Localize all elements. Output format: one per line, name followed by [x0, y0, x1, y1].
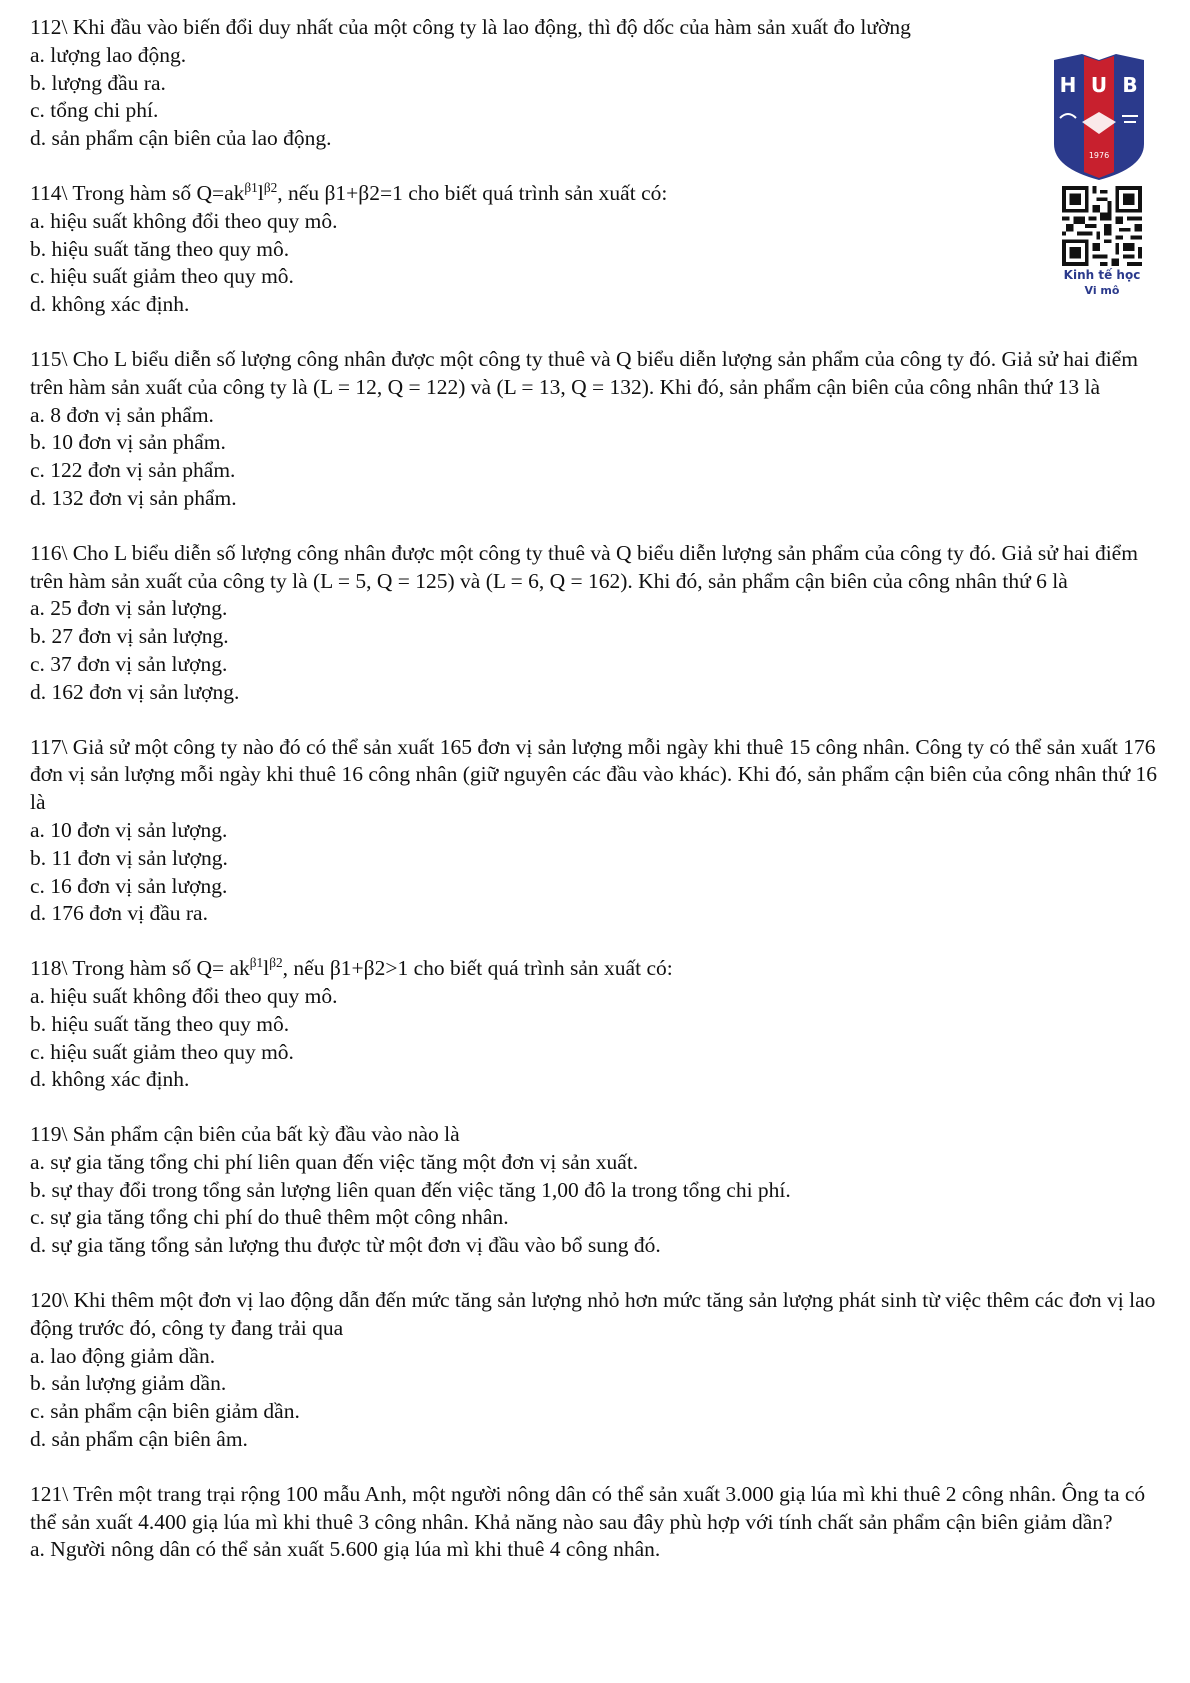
question-115: [30, 346, 1170, 513]
option-d: d. 162 đơn vị sản lượng.: [30, 679, 240, 704]
option-d: d. sản phẩm cận biên âm.: [30, 1427, 248, 1452]
option-b: b. 10 đơn vị sản phẩm.: [30, 430, 226, 455]
question-120: [30, 1287, 1170, 1454]
option-c: c. sự gia tăng tổng chi phí do thuê thêm một công nhân.: [30, 1205, 509, 1230]
question-stem: 114\ Trong hàm số $Q=ak^{\beta 1}l^{\beta 2}$, nếu β1+β2=1 cho biết quá trình sản xuất có:: [30, 179, 668, 205]
option-b: b. lượng đầu ra.: [30, 70, 166, 95]
option-a: a. 25 đơn vị sản lượng.: [30, 596, 228, 621]
option-b: b. 27 đơn vị sản lượng.: [30, 624, 229, 649]
option-b: b. 11 đơn vị sản lượng.: [30, 845, 228, 870]
option-a: a. sự gia tăng tổng chi phí liên quan đến việc tăng một đơn vị sản xuất.: [30, 1149, 639, 1174]
option-d: d. sản phẩm cận biên của lao động.: [30, 126, 332, 151]
option-a: a. hiệu suất không đổi theo quy mô.: [30, 208, 338, 233]
question-118: [30, 955, 1170, 1094]
qr-caption-subject: Vi mô: [1084, 284, 1120, 297]
option-d: d. không xác định.: [30, 1067, 190, 1092]
option-d: d. 176 đơn vị đầu ra.: [30, 901, 208, 926]
option-d: d. 132 đơn vị sản phẩm.: [30, 485, 237, 510]
option-c: c. sản phẩm cận biên giảm dần.: [30, 1399, 300, 1424]
question-117: [30, 734, 1170, 929]
option-b: b. sản lượng giảm dần.: [30, 1371, 227, 1396]
option-c: c. 37 đơn vị sản lượng.: [30, 651, 228, 676]
option-c: c. hiệu suất giảm theo quy mô.: [30, 1039, 294, 1064]
question-114: [30, 180, 1170, 319]
question-list: [30, 14, 1170, 1591]
option-a: a. lượng lao động.: [30, 42, 187, 67]
question-stem: 118\ Trong hàm số $Q= ak^{\beta 1}l^{\beta 2}$, nếu β1+β2>1 cho biết quá trình sản xuất có:: [30, 954, 673, 981]
option-b: b. hiệu suất tăng theo quy mô.: [30, 1011, 290, 1036]
question-121: [30, 1481, 1170, 1564]
option-a: a. 8 đơn vị sản phẩm.: [30, 402, 214, 427]
qr-caption-course: Kinh tế học: [1063, 268, 1141, 282]
option-a: a. lao động giảm dần.: [30, 1343, 216, 1368]
option-a: a. Người nông dân có thể sản xuất 5.600 giạ lúa mì khi thuê 4 công nhân.: [30, 1537, 661, 1562]
question-stem: 116\ Cho L biểu diễn số lượng công nhân được một công ty thuê và Q biểu diễn lượng sản phẩm của công ty đó. Giả sử hai điểm trên hàm sản xuất của công ty là (L = 5, Q = 125) và (L = 6, Q = 162). Khi đó, sản phẩm cận biên của công nhân thứ 6 là: [30, 540, 1138, 593]
question-stem: 119\ Sản phẩm cận biên của bất kỳ đầu vào nào là: [30, 1122, 460, 1147]
option-c: c. 122 đơn vị sản phẩm.: [30, 458, 236, 483]
option-c: c. 16 đơn vị sản lượng.: [30, 873, 228, 898]
logo-year: 1976: [1088, 151, 1110, 160]
option-a: a. hiệu suất không đổi theo quy mô.: [30, 983, 338, 1008]
option-c: c. hiệu suất giảm theo quy mô.: [30, 264, 294, 289]
logo-letter-h: H: [1059, 73, 1077, 97]
option-b: b. hiệu suất tăng theo quy mô.: [30, 236, 290, 261]
question-stem: 115\ Cho L biểu diễn số lượng công nhân được một công ty thuê và Q biểu diễn lượng sản phẩm của công ty đó. Giả sử hai điểm trên hàm sản xuất của công ty là (L = 12, Q = 122) và (L = 13, Q = 132). Khi đó, sản phẩm cận biên của công nhân thứ 13 là: [30, 346, 1138, 399]
question-stem: 112\ Khi đầu vào biến đổi duy nhất của một công ty là lao động, thì độ dốc của hàm sản xuất đo lường: [30, 15, 911, 39]
option-c: c. tổng chi phí.: [30, 98, 159, 123]
option-d: d. không xác định.: [30, 292, 190, 317]
logo-letter-b: B: [1122, 73, 1138, 97]
option-a: a. 10 đơn vị sản lượng.: [30, 817, 228, 842]
question-119: [30, 1121, 1170, 1260]
question-stem: 121\ Trên một trang trại rộng 100 mẫu Anh, một người nông dân có thể sản xuất 3.000 giạ lúa mì khi thuê 2 công nhân. Ông ta có thể sản xuất 4.400 giạ lúa mì khi thuê 3 công nhân. Khả năng nào sau đây phù hợp với tính chất sản phẩm cận biên giảm dần?: [30, 1481, 1146, 1534]
logo-letter-u: U: [1090, 73, 1108, 97]
question-112: [30, 14, 1170, 153]
option-b: b. sự thay đổi trong tổng sản lượng liên quan đến việc tăng 1,00 đô la trong tổng chi phí.: [30, 1177, 791, 1202]
question-116: [30, 540, 1170, 707]
option-d: d. sự gia tăng tổng sản lượng thu được từ một đơn vị đầu vào bổ sung đó.: [30, 1233, 661, 1258]
question-stem: 120\ Khi thêm một đơn vị lao động dẫn đến mức tăng sản lượng nhỏ hơn mức tăng sản lượng phát sinh từ việc thêm các đơn vị lao động trước đó, công ty đang trải qua: [30, 1288, 1156, 1340]
question-stem: 117\ Giả sử một công ty nào đó có thể sản xuất 165 đơn vị sản lượng mỗi ngày khi thuê 15 công nhân. Công ty có thể sản xuất 176 đơn vị sản lượng mỗi ngày khi thuê 16 công nhân (giữ nguyên các đầu vào khác). Khi đó, sản phẩm cận biên của công nhân thứ 16 là: [30, 734, 1158, 815]
